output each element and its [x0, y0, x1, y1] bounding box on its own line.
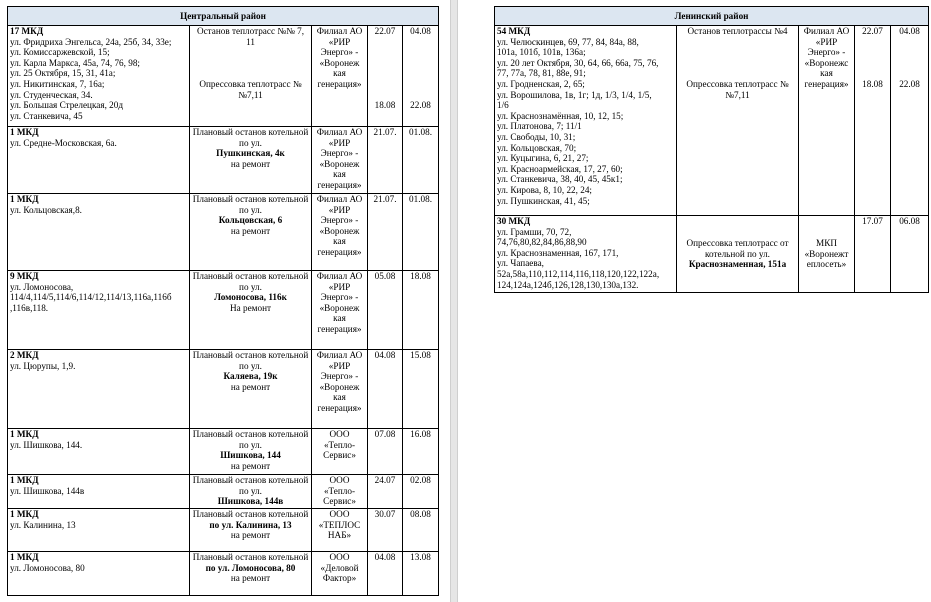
- building-count: 1 МКД: [10, 194, 39, 204]
- org-line: НАБ»: [327, 530, 352, 541]
- building-count: 1 МКД: [10, 475, 39, 485]
- org-line: Энерго» -: [320, 47, 359, 58]
- reason-suffix: На ремонт: [229, 302, 272, 313]
- address-line: 77, 77а, 78, 81, 88е, 91;: [497, 68, 586, 79]
- reason-cell: [190, 26, 312, 127]
- org-line: Филиал АО: [316, 26, 363, 36]
- building-count: 30 МКД: [497, 216, 531, 226]
- address-line: 52а,58а,110,112,114,116,118,120,122,122а,: [497, 268, 660, 279]
- org-line: генерация»: [317, 78, 362, 89]
- address-line: ул. Станкевича, 38, 40, 45, 45к1;: [497, 174, 623, 185]
- start-date: 07.08: [368, 429, 403, 475]
- table-row: [495, 216, 929, 293]
- address-line: ул. Комиссаржевской, 15;: [10, 47, 110, 58]
- org-line: кая: [333, 68, 346, 79]
- address-cell: [8, 350, 190, 429]
- start-date: 04.08: [368, 350, 403, 429]
- start-date: 21.07.: [368, 194, 403, 271]
- org-line: «Воронежс: [804, 57, 849, 68]
- address-line: ул. Ворошилова, 1в, 1г; 1д, 1/3, 1/4, 1/5,: [497, 89, 652, 100]
- table-row: [8, 26, 439, 127]
- reason-text: Плановый останов котельной по ул.: [192, 350, 309, 371]
- reason-text: Плановый останов котельной: [192, 509, 309, 519]
- organization-cell: [312, 350, 368, 429]
- boiler-address: Шишкова, 144в: [217, 496, 284, 507]
- start-date: 18.08: [862, 78, 883, 89]
- org-line: Сервис»: [323, 450, 356, 461]
- table-row: [8, 475, 439, 509]
- address-cell: [8, 475, 190, 509]
- org-line: «РИР: [328, 36, 351, 47]
- address-line: ул. 25 Октября, 15, 31, 41а;: [10, 68, 116, 79]
- organization-cell: [312, 552, 368, 596]
- address-cell: [8, 271, 190, 350]
- address-line: ул. Студенческая, 34.: [10, 89, 93, 100]
- address-cell: [495, 216, 677, 293]
- start-date: 04.08: [368, 552, 403, 596]
- reason-cell: [190, 429, 312, 475]
- boiler-address: по ул. Калинина, 13: [209, 519, 292, 530]
- org-line: Сервис»: [323, 496, 356, 507]
- start-date: 22.07: [862, 26, 883, 36]
- reason-suffix: на ремонт: [230, 530, 271, 541]
- reason-text: Плановый останов котельной по ул.: [192, 429, 309, 450]
- org-line: «РИР: [328, 137, 351, 148]
- org-line: «Воронеж: [319, 57, 360, 68]
- org-line: Филиал АО: [803, 26, 850, 36]
- address-cell: [8, 509, 190, 552]
- org-line: «Воронежт: [804, 248, 849, 259]
- reason-suffix: на ремонт: [230, 381, 271, 392]
- address-line: ул. Ломоносова,: [10, 281, 74, 292]
- reason-cell: [190, 127, 312, 194]
- organization-cell: [312, 475, 368, 509]
- org-line: ООО: [329, 429, 350, 439]
- district-header: Центральный район: [8, 7, 439, 26]
- address-line: ул. Свободы, 10, 31;: [497, 131, 576, 142]
- end-date: 01.08.: [403, 127, 439, 194]
- address-line: ул. Кирова, 8, 10, 22, 24;: [497, 184, 592, 195]
- end-date: 15.08: [403, 350, 439, 429]
- org-line: Энерго» -: [320, 292, 359, 303]
- address-line: ул. Грамши, 70, 72,: [497, 226, 572, 237]
- org-line: «Воронеж: [319, 225, 360, 236]
- address-line: ул. 20 лет Октября, 30, 64, 66, 66а, 75, 76,: [497, 57, 659, 68]
- reason-text: Останов теплотрасс №№ 7, 11: [196, 26, 305, 47]
- address-line: ул. Шишкова, 144.: [10, 439, 83, 450]
- org-line: Энерго» -: [320, 215, 359, 226]
- end-date: 08.08: [403, 509, 439, 552]
- district-header: Ленинский район: [495, 7, 929, 26]
- boiler-address: по ул. Ломоносова, 80: [205, 562, 296, 573]
- building-count: 54 МКД: [497, 26, 531, 36]
- reason-text: Останов теплотрассы №4: [687, 26, 788, 36]
- org-line: «Тепло-: [323, 439, 356, 450]
- org-line: ООО: [329, 509, 350, 519]
- address-line: ул. Челюскинцев, 69, 77, 84, 84а, 88,: [497, 36, 639, 47]
- address-cell: [495, 26, 677, 216]
- address-line: 114/4,114/5,114/6,114/12,114/13,116а,116б: [10, 292, 172, 303]
- organization-cell: [312, 194, 368, 271]
- address-line: ул. Красноармейская, 17, 27, 60;: [497, 163, 623, 174]
- table-row: [8, 127, 439, 194]
- start-date: 17.07: [855, 216, 891, 293]
- address-line: ул. Ломоносова, 80: [10, 562, 85, 573]
- end-date: 04.08: [899, 26, 920, 36]
- org-line: «РИР: [328, 281, 351, 292]
- building-count: 1 МКД: [10, 429, 39, 439]
- end-date-cell: [403, 26, 439, 127]
- address-line: ул. Кольцовская,8.: [10, 204, 82, 215]
- org-line: «Тепло-: [323, 485, 356, 496]
- org-line: кая: [333, 313, 346, 324]
- boiler-address: Ломоносова, 116к: [214, 292, 287, 303]
- start-date: 21.07.: [368, 127, 403, 194]
- reason-text: Плановый останов котельной по ул.: [192, 271, 309, 292]
- building-count: 1 МКД: [10, 127, 39, 137]
- reason-cell: [190, 271, 312, 350]
- reason-cell: [190, 194, 312, 271]
- reason-text: Плановый останов котельной: [192, 552, 309, 562]
- address-line: ул. Карла Маркса, 45а, 74, 76, 98;: [10, 57, 140, 68]
- building-count: 9 МКД: [10, 271, 39, 281]
- address-line: ул. Пушкинская, 41, 45;: [497, 195, 590, 206]
- boiler-address: Каляева, 19к: [223, 371, 278, 382]
- reason-cell: [190, 475, 312, 509]
- address-cell: [8, 429, 190, 475]
- address-line: ул. Чапаева,: [497, 258, 544, 269]
- central-district-table: [7, 6, 439, 596]
- address-cell: [8, 26, 190, 127]
- address-line: ул. Платонова, 7; 11/1: [497, 121, 582, 132]
- address-line: ул. Куцыгина, 6, 21, 27;: [497, 153, 589, 164]
- end-date: 22.08: [410, 100, 431, 111]
- org-line: ООО: [329, 475, 350, 485]
- reason-cell: [190, 509, 312, 552]
- organization-cell: [312, 509, 368, 552]
- org-line: «РИР: [815, 36, 838, 47]
- building-count: 1 МКД: [10, 552, 39, 562]
- building-count: 17 МКД: [10, 26, 44, 36]
- table-row: [495, 26, 929, 216]
- table-row: [8, 194, 439, 271]
- boiler-address: Шишкова, 144: [220, 450, 281, 461]
- org-line: Фактор»: [322, 573, 357, 584]
- reason-suffix: на ремонт: [230, 573, 271, 584]
- address-line: ул. Фридриха Энгельса, 24а, 25б, 34, 33е;: [10, 36, 172, 47]
- reason-suffix: на ремонт: [230, 158, 271, 169]
- address-line: ул. Краснознаменная, 167, 171,: [497, 247, 619, 258]
- reason-suffix: на ремонт: [230, 225, 271, 236]
- building-count: 1 МКД: [10, 509, 39, 519]
- start-date: 22.07: [374, 26, 396, 36]
- org-line: Энерго» -: [320, 148, 359, 159]
- start-date: 24.07: [368, 475, 403, 509]
- org-line: Энерго» -: [320, 371, 359, 382]
- org-line: генерация»: [317, 323, 362, 334]
- address-line: ул. Цюрупы, 1,9.: [10, 360, 76, 371]
- table-row: [8, 350, 439, 429]
- org-line: кая: [333, 392, 346, 403]
- address-line: ул. Гродненская, 2, 65;: [497, 78, 585, 89]
- reason-cell: [677, 26, 799, 216]
- org-line: кая: [333, 169, 346, 180]
- boiler-address: Пушкинская, 4к: [216, 148, 285, 159]
- org-line: еплосеть»: [806, 259, 847, 270]
- reason-cell: [190, 552, 312, 596]
- address-line: 74,76,80,82,84,86,88,90: [497, 237, 587, 248]
- start-date: 05.08: [368, 271, 403, 350]
- address-line: ,116в,118.: [10, 302, 49, 313]
- address-line: ул. Кольцовская, 70;: [497, 142, 577, 153]
- org-line: Филиал АО: [316, 127, 363, 137]
- org-line: «Деловой: [320, 562, 359, 573]
- org-line: «Воронеж: [319, 158, 360, 169]
- building-count: 2 МКД: [10, 350, 39, 360]
- table-row: [8, 429, 439, 475]
- page-gutter: [450, 0, 458, 602]
- start-date-cell: [855, 26, 891, 216]
- address-cell: [8, 127, 190, 194]
- org-line: Энерго» -: [807, 47, 846, 58]
- table-row: [8, 552, 439, 596]
- document-page-left: [0, 0, 450, 602]
- table-row: [8, 271, 439, 350]
- address-line: 1/6: [497, 100, 509, 111]
- reason-suffix: на ремонт: [230, 460, 271, 471]
- organization-cell: [312, 271, 368, 350]
- address-line: ул. Средне-Московская, 6а.: [10, 137, 117, 148]
- org-line: кая: [820, 68, 833, 79]
- end-date: 22.08: [899, 78, 920, 89]
- reason-cell: [677, 216, 799, 293]
- org-line: «Воронеж: [319, 381, 360, 392]
- start-date-cell: [368, 26, 403, 127]
- org-line: Филиал АО: [316, 271, 363, 281]
- org-line: генерация»: [317, 402, 362, 413]
- reason-text: Опрессовка теплотрасс №№7,11: [686, 78, 789, 100]
- start-date: 18.08: [374, 100, 396, 111]
- document-page-right: [458, 0, 931, 602]
- address-line: ул. Калинина, 13: [10, 519, 76, 530]
- org-line: генерация»: [804, 78, 849, 89]
- reason-text: Плановый останов котельной по ул.: [192, 127, 309, 148]
- table-row: [8, 509, 439, 552]
- org-line: Филиал АО: [316, 194, 363, 204]
- address-line: ул. Шишкова, 144в: [10, 485, 85, 496]
- organization-cell: [799, 216, 855, 293]
- org-line: кая: [333, 236, 346, 247]
- org-line: «РИР: [328, 204, 351, 215]
- org-line: «Воронеж: [319, 302, 360, 313]
- organization-cell: [312, 429, 368, 475]
- org-line: генерация»: [317, 179, 362, 190]
- end-date: 16.08: [403, 429, 439, 475]
- org-line: ООО: [329, 552, 350, 562]
- organization-cell: [312, 26, 368, 127]
- leninsky-district-table: [494, 6, 929, 293]
- end-date: 13.08: [403, 552, 439, 596]
- end-date: 18.08: [403, 271, 439, 350]
- org-line: «РИР: [328, 360, 351, 371]
- reason-text: Плановый останов котельной по ул.: [192, 475, 309, 496]
- end-date: 01.08.: [403, 194, 439, 271]
- address-line: ул. Большая Стрелецкая, 20д: [10, 100, 124, 111]
- reason-text: Опрессовка теплотрасс от котельной по ул.: [686, 238, 789, 259]
- organization-cell: [312, 127, 368, 194]
- address-line: 124,124а,124б,126,128,130,130а,132.: [497, 279, 639, 290]
- end-date-cell: [891, 26, 929, 216]
- org-line: генерация»: [317, 246, 362, 257]
- end-date: 06.08: [891, 216, 929, 293]
- organization-cell: [799, 26, 855, 216]
- end-date: 04.08: [410, 26, 431, 36]
- start-date: 30.07: [368, 509, 403, 552]
- boiler-address: Кольцовская, 6: [218, 215, 283, 226]
- org-line: МКП: [816, 238, 837, 249]
- address-line: ул. Станкевича, 45: [10, 110, 83, 121]
- address-cell: [8, 552, 190, 596]
- address-line: 101а, 101б, 101в, 136а;: [497, 47, 586, 58]
- reason-text: Плановый останов котельной по ул.: [192, 194, 309, 215]
- address-line: ул. Никитинская, 7, 16а;: [10, 78, 105, 89]
- reason-cell: [190, 350, 312, 429]
- address-line: ул. Краснознамённая, 10, 12, 15;: [497, 110, 624, 121]
- end-date: 02.08: [403, 475, 439, 509]
- address-cell: [8, 194, 190, 271]
- org-line: Филиал АО: [316, 350, 363, 360]
- org-line: «ТЕПЛОС: [318, 519, 361, 530]
- boiler-address: Краснознаменная, 151а: [688, 259, 787, 270]
- reason-text: Опрессовка теплотрасс №№7,11: [199, 78, 302, 100]
